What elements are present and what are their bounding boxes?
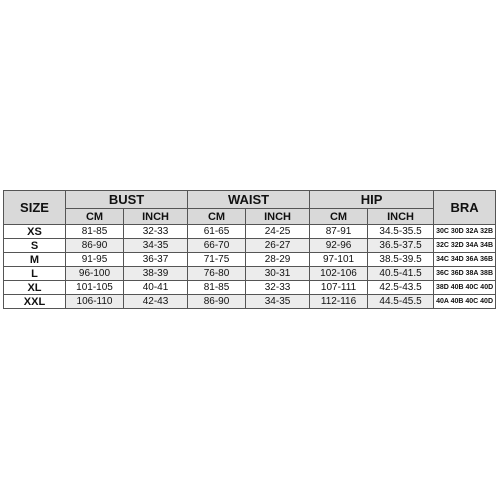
bra-cell: 38D 40B 40C 40D (434, 281, 496, 295)
size-header: SIZE (4, 191, 66, 225)
waist-cm-cell: 81-85 (188, 281, 246, 295)
hip-inch-header: INCH (368, 209, 434, 225)
bust-cm-cell: 86-90 (66, 239, 124, 253)
hip-cm-cell: 102-106 (310, 267, 368, 281)
waist-cm-cell: 71-75 (188, 253, 246, 267)
waist-inch-cell: 26-27 (246, 239, 310, 253)
size-chart-table (3, 190, 496, 309)
table-row (4, 295, 496, 309)
waist-header: WAIST (188, 191, 310, 209)
bust-cm-cell: 91-95 (66, 253, 124, 267)
table-row (4, 281, 496, 295)
bust-cm-cell: 106-110 (66, 295, 124, 309)
bust-header: BUST (66, 191, 188, 209)
waist-inch-cell: 24-25 (246, 225, 310, 239)
waist-cm-cell: 76-80 (188, 267, 246, 281)
bra-cell: 30C 30D 32A 32B (434, 225, 496, 239)
hip-inch-cell: 42.5-43.5 (368, 281, 434, 295)
table-row (4, 225, 496, 239)
size-cell: XL (4, 281, 66, 295)
bust-cm-header: CM (66, 209, 124, 225)
bust-inch-cell: 34-35 (124, 239, 188, 253)
hip-cm-header: CM (310, 209, 368, 225)
waist-inch-cell: 34-35 (246, 295, 310, 309)
hip-inch-cell: 34.5-35.5 (368, 225, 434, 239)
hip-cm-cell: 112-116 (310, 295, 368, 309)
hip-cm-cell: 97-101 (310, 253, 368, 267)
size-chart (3, 190, 495, 309)
bust-inch-cell: 38-39 (124, 267, 188, 281)
size-cell: L (4, 267, 66, 281)
bust-cm-cell: 101-105 (66, 281, 124, 295)
waist-cm-cell: 86-90 (188, 295, 246, 309)
table-row (4, 239, 496, 253)
bust-inch-cell: 40-41 (124, 281, 188, 295)
hip-header: HIP (310, 191, 434, 209)
bra-cell: 40A 40B 40C 40D (434, 295, 496, 309)
hip-inch-cell: 40.5-41.5 (368, 267, 434, 281)
waist-inch-header: INCH (246, 209, 310, 225)
bust-inch-cell: 32-33 (124, 225, 188, 239)
waist-cm-cell: 61-65 (188, 225, 246, 239)
hip-inch-cell: 36.5-37.5 (368, 239, 434, 253)
hip-inch-cell: 38.5-39.5 (368, 253, 434, 267)
bra-cell: 34C 34D 36A 36B (434, 253, 496, 267)
bust-cm-cell: 81-85 (66, 225, 124, 239)
waist-cm-header: CM (188, 209, 246, 225)
hip-cm-cell: 87-91 (310, 225, 368, 239)
waist-cm-cell: 66-70 (188, 239, 246, 253)
table-row (4, 267, 496, 281)
bust-inch-cell: 36-37 (124, 253, 188, 267)
table-row (4, 253, 496, 267)
waist-inch-cell: 30-31 (246, 267, 310, 281)
bra-cell: 36C 36D 38A 38B (434, 267, 496, 281)
bra-cell: 32C 32D 34A 34B (434, 239, 496, 253)
size-cell: XS (4, 225, 66, 239)
size-cell: S (4, 239, 66, 253)
hip-cm-cell: 92-96 (310, 239, 368, 253)
waist-inch-cell: 32-33 (246, 281, 310, 295)
bust-cm-cell: 96-100 (66, 267, 124, 281)
hip-cm-cell: 107-111 (310, 281, 368, 295)
waist-inch-cell: 28-29 (246, 253, 310, 267)
bust-inch-header: INCH (124, 209, 188, 225)
hip-inch-cell: 44.5-45.5 (368, 295, 434, 309)
bra-header: BRA (434, 191, 496, 225)
bust-inch-cell: 42-43 (124, 295, 188, 309)
size-cell: XXL (4, 295, 66, 309)
size-cell: M (4, 253, 66, 267)
